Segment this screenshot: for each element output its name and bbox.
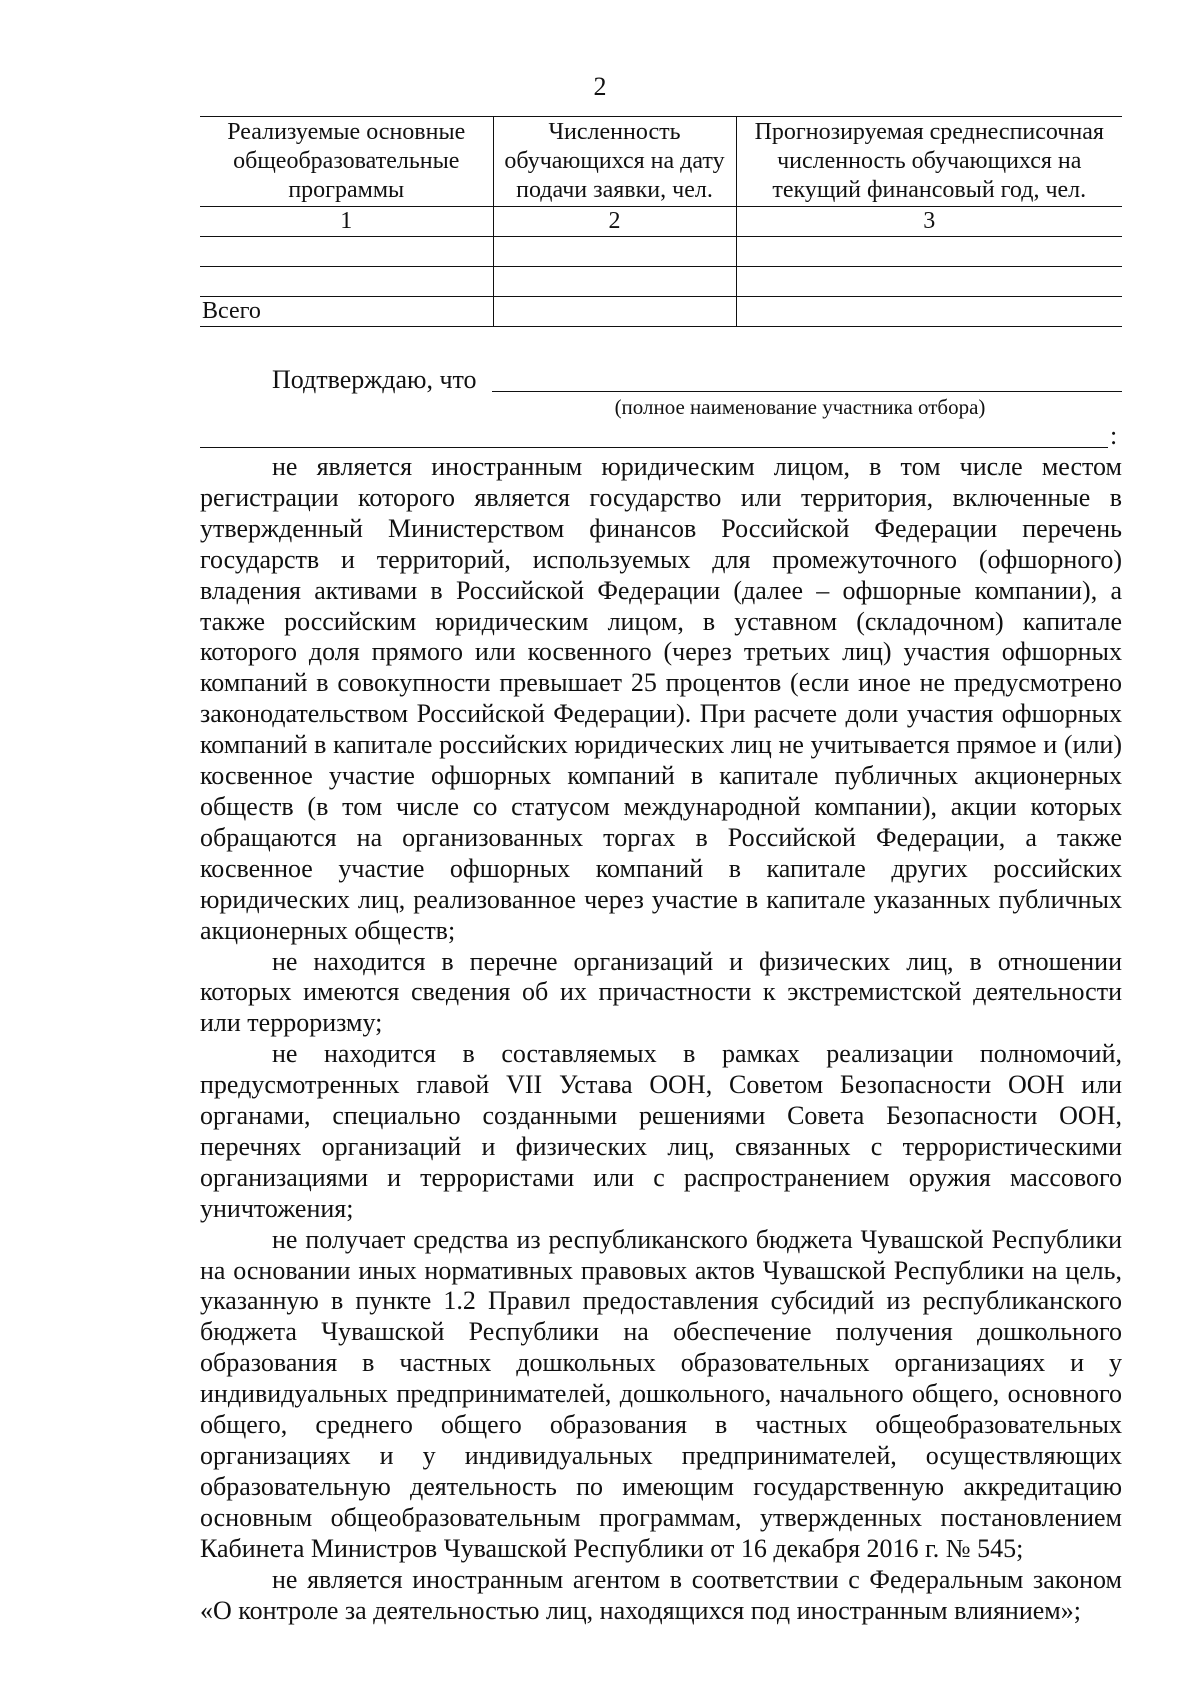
total-label: Всего xyxy=(200,297,493,327)
table-cell-empty xyxy=(200,267,493,297)
table-cell-empty xyxy=(493,267,736,297)
participant-name-continuation-line xyxy=(200,447,1108,448)
table-header-row xyxy=(200,117,1122,207)
table-row xyxy=(200,267,1122,297)
confirmation-statements xyxy=(200,452,1122,1626)
statement-not-foreign-agent: не является иностранным агентом в соответствии с Федеральным законом «О контроле за деятельностью лиц, находящихся под иностранным влиянием»; xyxy=(200,1564,1122,1625)
participant-name-line xyxy=(492,391,1122,392)
confirmation-lead: Подтверждаю, что xyxy=(272,365,477,394)
column-number-1: 1 xyxy=(200,207,493,237)
column-number-2: 2 xyxy=(493,207,736,237)
table-cell-empty xyxy=(736,297,1122,327)
page-number: 2 xyxy=(593,72,607,101)
column-number-3: 3 xyxy=(736,207,1122,237)
header-programs: Реализуемые основные общеобразовательные программы xyxy=(200,117,493,207)
table-cell-empty xyxy=(736,237,1122,267)
table-total-row xyxy=(200,297,1122,327)
statement-no-other-funding: не получает средства из республиканского бюджета Чувашской Республики на основании иных нормативных правовых актов Чувашской Республики на цель, указанную в пункте 1.2 Правил предоставления субсидий из республиканского бюджета Чувашской Республики на обеспечение получения дошкольного образования в частных дошкольных образовательных организациях и у индивидуальных предпринимателей, дошкольного, начального общего, основного общего, среднего общего образования в частных общеобразовательных организациях и у индивидуальных предпринимателей, осуществляющих образовательную деятельность по имеющим государственную аккредитацию основным общеобразовательным программам, утвержденных постановлением Кабинета Министров Чувашской Республики от 16 декабря 2016 г. № 545; xyxy=(200,1224,1122,1563)
header-current-students: Численность обучающихся на дату подачи заявки, чел. xyxy=(493,117,736,207)
header-forecast-students: Прогнозируемая среднесписочная численность обучающихся на текущий финансовый год, чел. xyxy=(736,117,1122,207)
table-cell-empty xyxy=(493,297,736,327)
table-cell-empty xyxy=(736,267,1122,297)
table-cell-empty xyxy=(200,237,493,267)
participant-name-caption: (полное наименование участника отбора) xyxy=(614,395,986,419)
table-column-numbers-row xyxy=(200,207,1122,237)
table-cell-empty xyxy=(493,237,736,267)
programs-table xyxy=(200,116,1122,327)
statement-not-extremist-list: не находится в перечне организаций и физических лиц, в отношении которых имеются сведения об их причастности к экстремистской деятельности или терроризму; xyxy=(200,946,1122,1038)
table-row xyxy=(200,237,1122,267)
statement-not-foreign-entity: не является иностранным юридическим лицом, в том числе местом регистрации которого является государство или территория, включенные в утвержденный Министерством финансов Российской Федерации перечень государств и территорий, используемых для промежуточного (офшорного) владения активами в Российской Федерации (далее – офшорные компании), а также российским юридическим лицом, в уставном (складочном) капитале которого доля прямого или косвенного (через третьих лиц) участия офшорных компаний в совокупности превышает 25 процентов (если иное не предусмотрено законодательством Российской Федерации). При расчете доли участия офшорных компаний в капитале российских юридических лиц не учитывается прямое и (или) косвенное участие офшорных компаний в капитале публичных акционерных обществ (в том числе со статусом международной компании), акции которых обращаются на организованных торгах в Российской Федерации, а также косвенное участие офшорных компаний в капитале других российских юридических лиц, реализованное через участие в капитале указанных публичных акционерных обществ; xyxy=(200,452,1122,945)
confirmation-colon: : xyxy=(1110,421,1118,450)
statement-not-un-list: не находится в составляемых в рамках реализации полномочий, предусмотренных главой VII Устава ООН, Советом Безопасности ООН или органами, специально созданными решениями Совета Безопасности ООН, перечнях организаций и физических лиц, связанных с террористическими организациями и террористами или с распространением оружия массового уничтожения; xyxy=(200,1039,1122,1223)
